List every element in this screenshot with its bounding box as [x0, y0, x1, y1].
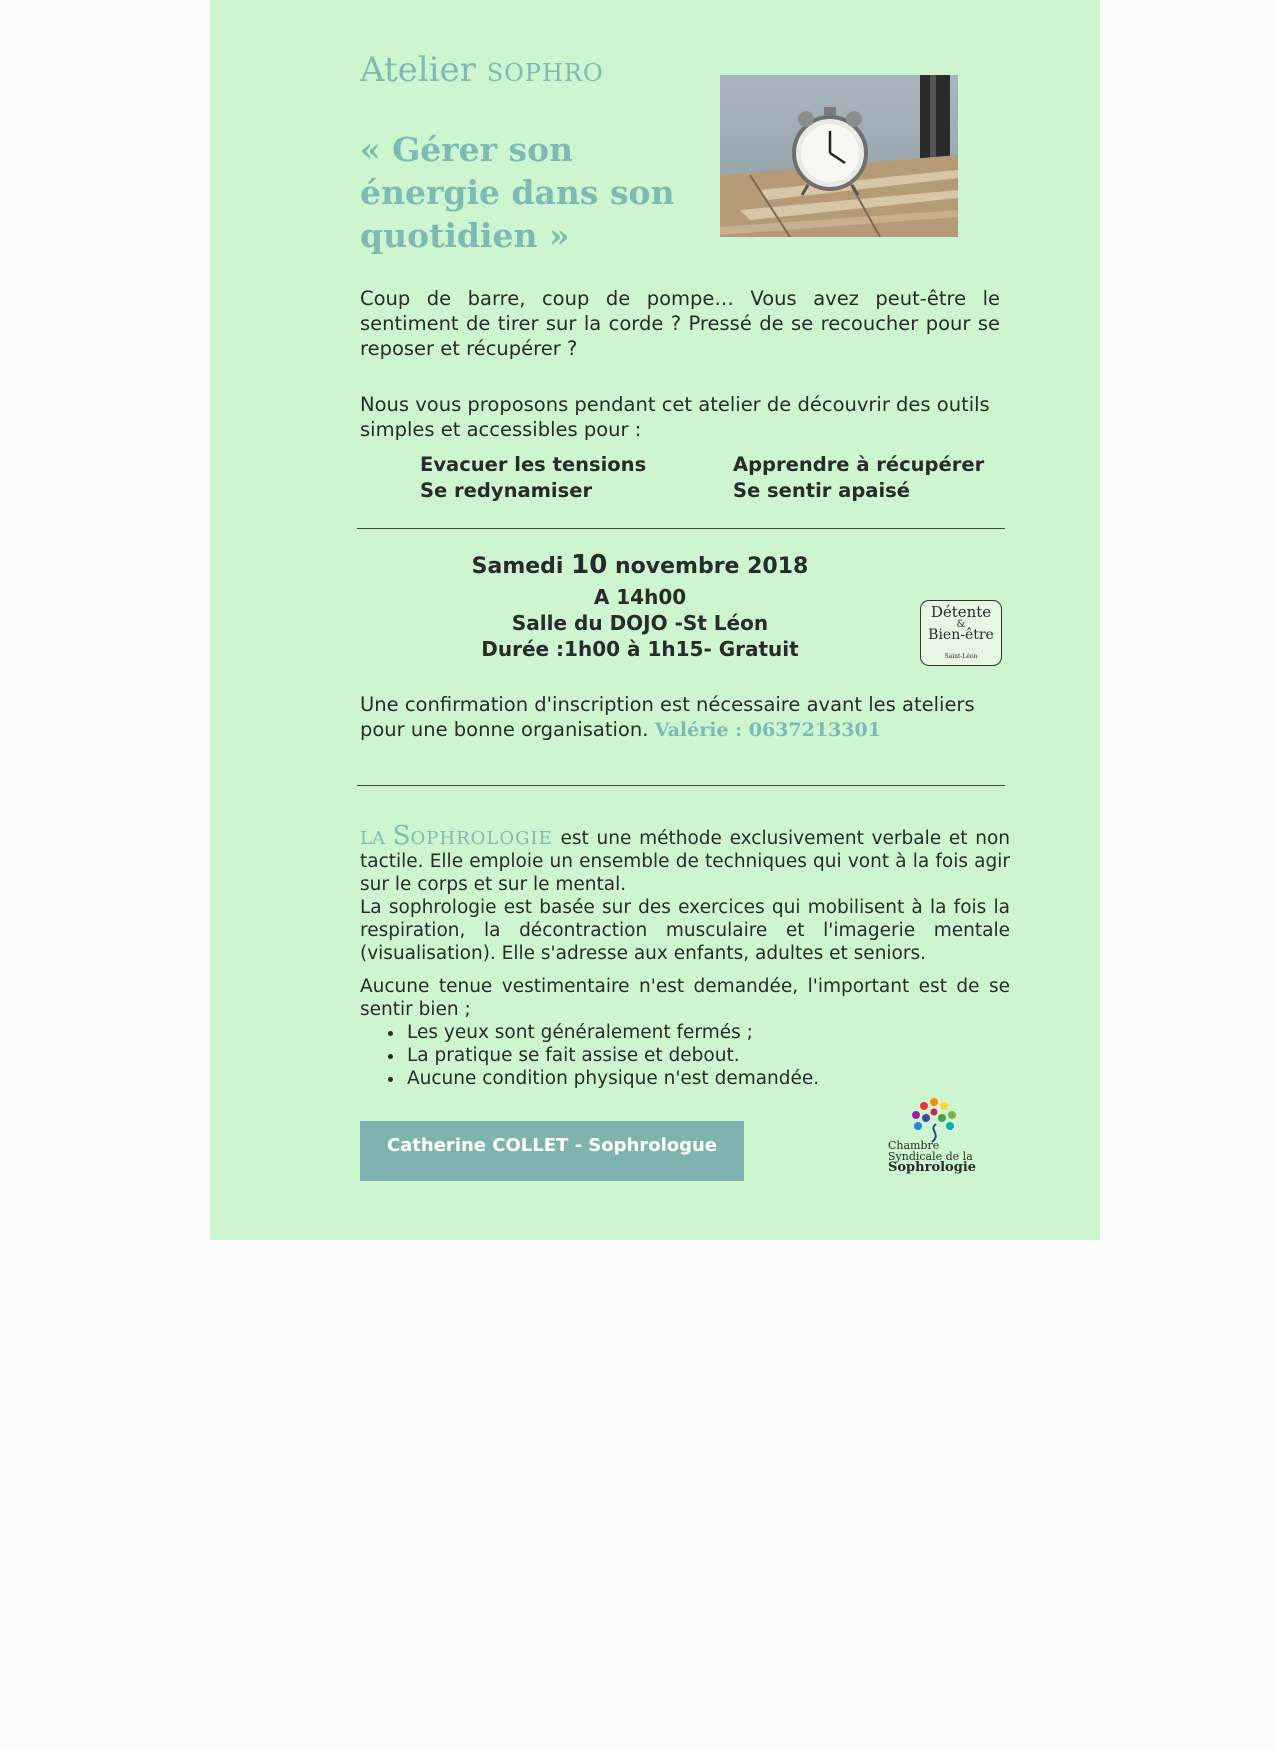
list-item: • Les yeux sont généralement fermés ; [405, 1021, 1010, 1044]
signature-banner: Catherine COLLET - Sophrologue [360, 1121, 744, 1181]
badge-line3: Bien-être [928, 627, 994, 643]
header-atelier [360, 50, 604, 90]
event-date [380, 552, 900, 580]
sophrologie-section [360, 821, 1010, 1090]
sophrologie-text3: Aucune tenue vestimentaire n'est demandée, l'important est de se sentir bien ; [360, 976, 1010, 1020]
flyer-sheet [210, 0, 1100, 1240]
divider [357, 785, 1005, 786]
badge-line1: Détente [930, 603, 992, 621]
confirmation-text: Une confirmation d'inscription est nécessaire avant les ateliers pour une bonne organisation. [360, 693, 975, 741]
sophrologie-text1: est une méthode exclusivement verbale et non tactile. Elle emploie un ensemble de techniques qui vont à la fois agir sur le corps et sur le mental. [360, 828, 1010, 895]
sophrologie-bullets [360, 1021, 1010, 1090]
atelier-topic: SOPHRO [486, 59, 604, 87]
event-place: Salle du DOJO -St Léon [511, 611, 769, 635]
detente-bien-etre-badge [920, 600, 1002, 666]
benefit-item: Se redynamiser [420, 479, 593, 502]
alarm-clock-photo [720, 75, 958, 237]
event-time: A 14h00 [593, 585, 687, 609]
badge-line2: & [956, 619, 966, 630]
divider [357, 528, 1005, 529]
csdl-line1: Chambre [888, 1139, 940, 1152]
csdl-text [888, 1140, 976, 1173]
intro-paragraph: Coup de barre, coup de pompe… Vous avez peut-être le sentiment de tirer sur la corde ? Pressé de se recoucher pour se reposer et récupérer ? [360, 287, 1000, 360]
benefit-item: Evacuer les tensions [420, 453, 647, 476]
atelier-word: Atelier [360, 50, 476, 90]
confirmation-paragraph [360, 692, 1000, 743]
flyer-title: « Gérer son énergie dans son quotidien » [360, 130, 675, 255]
benefit-item: Se sentir apaisé [733, 479, 910, 502]
contact-phone[interactable]: Valérie : 0637213301 [654, 719, 881, 741]
list-item: • La pratique se fait assise et debout. [405, 1044, 1010, 1067]
badge-line4: Saint-Léon [944, 653, 978, 660]
list-item: • Aucune condition physique n'est demandée. [405, 1067, 1010, 1090]
csdl-line2: Syndicale de la [888, 1150, 973, 1163]
event-month-year: novembre 2018 [614, 554, 809, 579]
benefit-item: Apprendre à récupérer [733, 453, 985, 476]
event-weekday: Samedi [471, 554, 564, 579]
sophrologie-text2: La sophrologie est basée sur des exercices qui mobilisent à la fois la respiration, la décontraction musculaire et l'imagerie mentale (visualisation). Elle s'adresse aux enfants, adultes et seniors. [360, 897, 1010, 964]
proposal-paragraph: Nous vous proposons pendant cet atelier de découvrir des outils simples et accessibles pour : [360, 393, 990, 441]
csdl-line3: Sophrologie [888, 1160, 977, 1175]
sophrologie-heading: LA SOPHROLOGIE [360, 821, 553, 851]
event-day: 10 [571, 550, 608, 580]
event-duration: Durée :1h00 à 1h15- Gratuit [481, 637, 799, 661]
